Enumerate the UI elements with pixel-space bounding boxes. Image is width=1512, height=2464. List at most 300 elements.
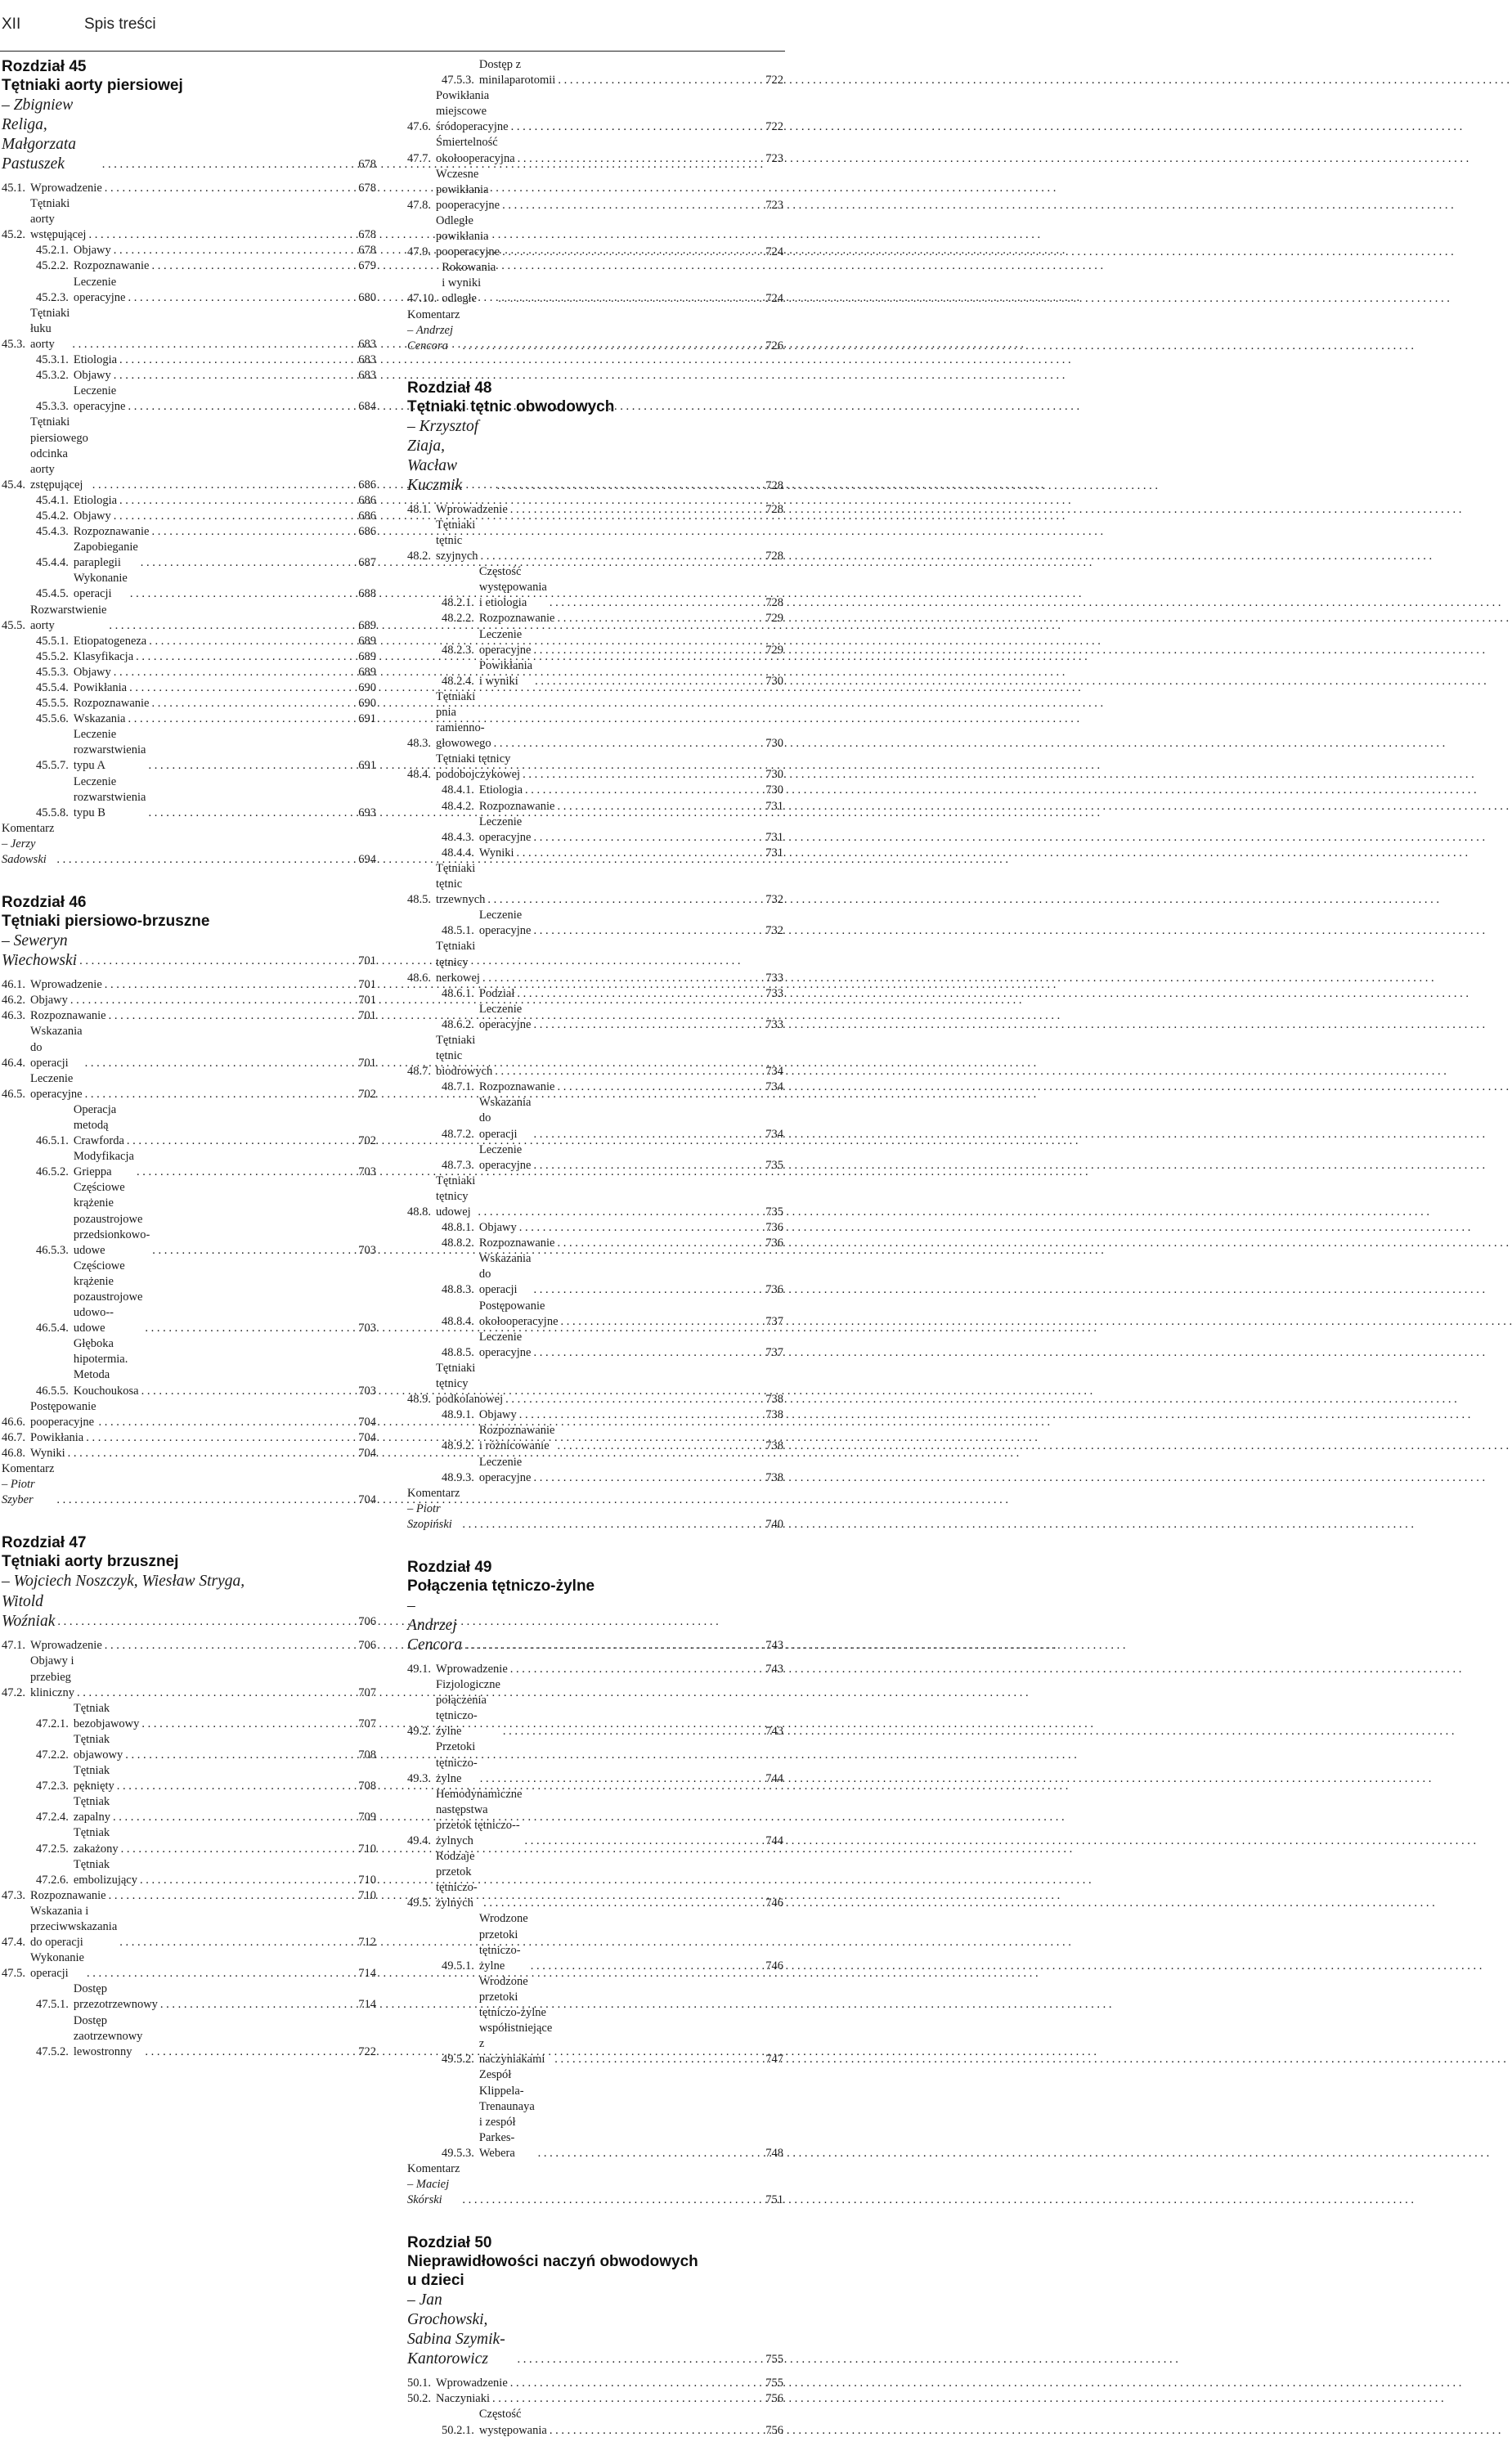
entry-number: 45.2.3.	[36, 290, 69, 304]
entry-body	[2, 821, 345, 868]
dot-leader	[119, 1935, 345, 1950]
dot-leader	[114, 665, 345, 680]
toc-entry	[407, 986, 783, 1002]
entry-title	[479, 1407, 517, 1423]
chapter-block	[2, 1533, 376, 2060]
entry-number: 48.7.2.	[442, 1127, 474, 1141]
toc-entry	[407, 1677, 783, 1739]
entry-text: Leczenie operacyjne	[478, 1002, 532, 1031]
entry-text: Tętniak objawowy	[73, 1732, 123, 1762]
entry-title	[74, 275, 126, 306]
entry-page: 684	[358, 400, 376, 414]
entry-page: 701	[358, 978, 376, 992]
entry-title	[436, 1849, 481, 1911]
entry-number: 46.1.	[2, 978, 25, 992]
entry-page: 686	[358, 478, 376, 491]
toc-entry	[407, 1251, 783, 1298]
dot-leader	[92, 478, 345, 493]
toc-entry	[2, 649, 376, 665]
entry-page: 737	[765, 1345, 783, 1359]
entry-page: 747	[765, 2053, 783, 2067]
entry-text: Etiologia	[478, 783, 523, 797]
entry-text: Tętniaki tętnicy podkolanowej	[436, 1361, 504, 1407]
toc-entry	[2, 1102, 376, 1149]
chapter-title-line: Rozdział 49	[407, 1558, 492, 1576]
entry-number: 45.5.6.	[36, 712, 69, 726]
entry-page: 751	[765, 2193, 783, 2207]
entry-page: 731	[765, 799, 783, 813]
entry-text: Wrodzone przetoki tętniczo-żylne	[478, 1912, 528, 1973]
entry-title	[479, 57, 555, 88]
entry-page: 683	[358, 337, 376, 351]
entry-title	[436, 135, 515, 166]
entry-title	[479, 1236, 555, 1251]
entry-page: 679	[358, 259, 376, 273]
entry-page: 733	[765, 971, 783, 985]
entry-number: 45.3.	[2, 337, 25, 351]
chapter-authors	[2, 1592, 376, 1631]
entry-text: Tętniaki piersiowego odcinka aorty zstępującej	[30, 415, 88, 491]
commentary-author: Piotr Szopiński	[407, 1501, 452, 1531]
entry-body	[442, 1974, 752, 2068]
dot-leader	[119, 493, 345, 509]
entry-body	[2, 1446, 345, 1461]
entry-body	[442, 1079, 752, 1095]
dot-leader	[531, 1959, 752, 1974]
entry-body	[2, 1430, 345, 1446]
entry-page: 701	[358, 1009, 376, 1023]
dot-leader	[462, 2192, 752, 2208]
dot-leader	[558, 73, 752, 88]
dot-leader	[128, 711, 345, 727]
entry-number: 47.7.	[407, 151, 431, 165]
entry-text: Wykonanie operacji	[30, 1951, 84, 1981]
entry-number: 49.4.	[407, 1834, 431, 1847]
entry-number: 45.4.	[2, 478, 25, 491]
entry-number: 48.8.1.	[442, 1221, 474, 1235]
entry-title	[74, 2013, 143, 2060]
entry-title	[74, 571, 128, 602]
entry-text: Tętniak bezobjawowy	[73, 1701, 140, 1730]
entry-body	[407, 88, 752, 135]
entry-body	[2, 1888, 345, 1904]
entry-number: 47.5.	[2, 1967, 25, 1981]
entry-page: 723	[765, 198, 783, 212]
entry-title	[479, 1455, 532, 1486]
dot-leader	[550, 2423, 752, 2439]
entry-body	[407, 167, 752, 213]
entry-title	[30, 993, 68, 1008]
entry-title	[479, 1423, 555, 1454]
dot-leader	[519, 1220, 752, 1236]
entry-number: 45.5.	[2, 618, 25, 632]
toc-entry	[407, 1911, 783, 1973]
entry-number: 45.4.5.	[36, 587, 69, 601]
entry-title	[74, 774, 146, 821]
entry-title	[436, 752, 520, 783]
entry-text: Komentarz –	[2, 821, 55, 851]
entry-body	[407, 135, 752, 166]
entry-number: 48.8.2.	[442, 1236, 474, 1250]
entry-page: 729	[765, 612, 783, 626]
entry-page: 690	[358, 697, 376, 711]
entry-number: 47.2.2.	[36, 1748, 69, 1762]
dot-leader	[533, 643, 752, 658]
dot-leader	[151, 258, 345, 274]
chapter-entries	[407, 502, 783, 1533]
toc-entry	[407, 1423, 783, 1454]
entry-page: 690	[358, 681, 376, 694]
entry-title	[74, 1763, 114, 1794]
dot-leader	[533, 1017, 752, 1033]
dot-leader	[503, 1724, 752, 1739]
toc-entry	[2, 493, 376, 509]
entry-text: Fizjologiczne połączenia tętniczo-żylne	[436, 1678, 500, 1739]
entry-body	[442, 1455, 752, 1486]
chapter-entries	[2, 181, 376, 868]
entry-page: 740	[765, 1517, 783, 1531]
toc-entry	[2, 1888, 376, 1904]
entry-text: Tętniak zapalny	[73, 1795, 110, 1824]
entry-title	[479, 1974, 552, 2068]
entry-text: Etiologia	[73, 493, 118, 507]
entry-title	[74, 634, 146, 649]
entry-page: 708	[358, 1780, 376, 1793]
entry-number: 49.3.	[407, 1771, 431, 1785]
entry-number: 45.3.1.	[36, 353, 69, 367]
entry-title	[74, 711, 126, 727]
dot-leader	[140, 1873, 345, 1888]
entry-text: Objawy	[73, 369, 111, 383]
entry-body	[36, 493, 345, 509]
dot-leader	[464, 1636, 752, 1655]
entry-page: 704	[358, 1493, 376, 1507]
toc-entry	[2, 603, 376, 634]
entry-page: 734	[765, 1080, 783, 1094]
entry-page: 731	[765, 846, 783, 859]
entry-number: 48.6.2.	[442, 1017, 474, 1031]
entry-title	[479, 564, 547, 611]
toc-entry	[407, 1220, 783, 1236]
toc-entry	[2, 368, 376, 384]
entry-page: 744	[765, 1834, 783, 1847]
entry-text: Wprowadzenie	[436, 502, 508, 516]
entry-title	[479, 815, 532, 846]
toc-entry	[2, 727, 376, 774]
entry-title	[30, 1446, 65, 1461]
entry-body	[407, 1849, 752, 1911]
chapter-title	[2, 57, 376, 95]
chapter-page: 743	[765, 1638, 783, 1652]
entry-text: Dostęp przezotrzewnowy	[73, 1982, 158, 2012]
entry-text: Rozpoznawanie	[73, 697, 150, 711]
toc-entry	[407, 658, 783, 689]
entry-number: 46.5.5.	[36, 1384, 69, 1398]
toc-entry	[2, 1950, 376, 1982]
entry-body	[36, 571, 345, 602]
dot-leader	[151, 524, 345, 540]
entry-body	[407, 1662, 752, 1677]
entry-body	[2, 1008, 345, 1024]
entry-page: 743	[765, 1662, 783, 1676]
dot-leader	[533, 1345, 752, 1361]
entry-title	[436, 502, 508, 518]
entry-page: 686	[358, 493, 376, 507]
toc-entry	[2, 540, 376, 571]
entry-number: 45.5.2.	[36, 649, 69, 663]
entry-body	[442, 799, 752, 815]
entry-body	[407, 861, 752, 908]
entry-title	[436, 518, 478, 564]
entry-text: Tętniaki tętnic biodrowych	[436, 1033, 493, 1079]
entry-page: 756	[765, 2423, 783, 2437]
dot-leader	[535, 674, 752, 689]
commentary-author: Jerzy Sadowski	[2, 837, 47, 867]
dot-leader	[533, 1282, 752, 1298]
entry-page: 706	[358, 1639, 376, 1653]
entry-number: 47.2.6.	[36, 1873, 69, 1887]
entry-page: 730	[765, 674, 783, 688]
entry-page: 714	[358, 1967, 376, 1981]
entry-page: 687	[358, 556, 376, 570]
chapter-entries	[2, 977, 376, 1508]
toc-entry	[2, 1732, 376, 1763]
toc-entry	[2, 665, 376, 680]
entry-page: 710	[358, 1888, 376, 1902]
entry-page: 704	[358, 1430, 376, 1444]
page-number: XII	[2, 16, 21, 33]
entry-title	[30, 603, 106, 634]
entry-title	[2, 1461, 54, 1508]
chapter-title-line: Połączenia tętniczo-żylne	[407, 1577, 595, 1595]
toc-entry	[407, 1330, 783, 1361]
commentary-entry	[407, 2161, 783, 2208]
dot-leader	[160, 1997, 345, 2013]
entry-text: Rokowania i wyniki odległe	[442, 261, 496, 306]
entry-number: 48.8.5.	[442, 1345, 474, 1359]
entry-title	[479, 846, 514, 861]
entry-text: Tętniaki tętnic szyjnych	[436, 518, 478, 563]
entry-text: Objawy	[73, 244, 111, 258]
entry-text: Tętniaki tętnic trzewnych	[436, 861, 486, 907]
entry-page: 724	[765, 292, 783, 306]
chapter-title-line: Rozdział 46	[2, 894, 87, 912]
dot-leader	[119, 352, 345, 368]
entry-page: 738	[765, 1470, 783, 1484]
entry-number: 45.5.5.	[36, 697, 69, 711]
entry-body	[407, 1486, 752, 1533]
entry-title	[74, 1794, 110, 1825]
chapter-page: 728	[765, 478, 783, 492]
dot-leader	[483, 1896, 752, 1911]
entry-page: 737	[765, 1314, 783, 1328]
entry-text: Objawy	[73, 665, 111, 679]
entry-title	[74, 727, 146, 774]
toc-entry	[407, 1095, 783, 1142]
dot-leader	[533, 1470, 752, 1486]
dot-leader	[525, 783, 752, 798]
entry-body	[442, 627, 752, 658]
entry-number: 47.1.	[2, 1639, 25, 1653]
entry-number: 45.2.	[2, 228, 25, 242]
toc-entry	[2, 1259, 376, 1336]
entry-page: 689	[358, 665, 376, 679]
entry-body	[36, 1336, 345, 1398]
entry-text: Rozpoznawanie	[478, 1080, 555, 1094]
page-header	[0, 0, 785, 52]
toc-entry	[407, 1079, 783, 1095]
entry-body	[2, 1024, 345, 1070]
entry-number: 48.8.4.	[442, 1314, 474, 1328]
entry-text: Rozpoznawanie	[73, 259, 150, 273]
chapter-title-line: Rozdział 45	[2, 58, 87, 75]
dot-leader	[121, 1842, 345, 1857]
entry-text: Wyniki	[478, 846, 514, 859]
entry-text: Rozpoznawanie	[478, 612, 555, 626]
toc-entry	[2, 1008, 376, 1024]
dot-leader	[550, 595, 752, 611]
toc-entry	[2, 275, 376, 306]
toc-entry	[2, 1024, 376, 1070]
entry-text: Klasyfikacja	[73, 649, 134, 663]
entry-page: 703	[358, 1243, 376, 1257]
entry-page: 731	[765, 830, 783, 844]
entry-title	[30, 306, 70, 352]
toc-entry	[407, 939, 783, 985]
entry-title	[74, 384, 126, 415]
entry-page: 678	[358, 182, 376, 195]
entry-number: 48.4.	[407, 768, 431, 782]
dot-leader	[502, 198, 752, 213]
entry-body	[36, 1763, 345, 1794]
entry-title	[74, 1336, 139, 1398]
dot-leader	[519, 1407, 752, 1423]
entry-body	[407, 689, 752, 752]
chapter-page: 755	[765, 2353, 783, 2367]
dot-leader	[554, 2052, 752, 2067]
entry-title	[436, 1361, 503, 1407]
dot-leader	[85, 1087, 345, 1102]
entry-page: 688	[358, 587, 376, 601]
dot-leader	[109, 618, 345, 634]
entry-text: Wczesne powikłania pooperacyjne	[436, 167, 500, 212]
commentary-entry	[2, 1461, 376, 1508]
entry-text: Tętniaki tętnicy podobojczykowej	[436, 752, 521, 782]
entry-title	[74, 1102, 124, 1149]
entry-number: 48.2.4.	[442, 674, 474, 688]
entry-number: 49.5.1.	[442, 1959, 474, 1973]
toc-entry	[2, 1763, 376, 1794]
entry-body	[2, 1399, 345, 1430]
toc-entry	[2, 1857, 376, 1888]
entry-number: 48.5.	[407, 893, 431, 907]
dot-leader	[494, 736, 752, 752]
chapter-title-line: Nieprawidłowości naczyń obwodowych	[407, 2253, 698, 2271]
commentary-author: Piotr Szyber	[2, 1478, 35, 1507]
entry-text: Rozpoznawanie i różnicowanie	[478, 1424, 555, 1453]
entry-text: Leczenie operacyjne	[478, 627, 532, 657]
entry-number: 49.5.2.	[442, 2053, 474, 2067]
chapter-author-line: – Zbigniew Religa, Małgorzata Pastuszek	[2, 96, 77, 173]
entry-text: Objawy	[73, 509, 111, 523]
entry-page: 707	[358, 1717, 376, 1730]
entry-body	[36, 1794, 345, 1825]
entry-number: 47.8.	[407, 198, 431, 212]
entry-text: Naczyniaki	[436, 2392, 491, 2406]
entry-text: Rozpoznawanie	[478, 799, 555, 813]
entry-page: 728	[765, 596, 783, 610]
dot-leader	[533, 1127, 752, 1142]
entry-body	[2, 1071, 345, 1102]
entry-page: 722	[765, 74, 783, 88]
entry-title	[74, 696, 150, 711]
entry-body	[36, 275, 345, 306]
toc-entry	[2, 352, 376, 368]
entry-title	[30, 1950, 84, 1982]
dot-leader	[85, 1056, 345, 1071]
chapter-authors	[2, 96, 376, 174]
entry-number: 48.9.1.	[442, 1408, 474, 1422]
entry-page: 756	[765, 2392, 783, 2406]
entry-title	[479, 1142, 532, 1174]
entry-number: 45.4.2.	[36, 509, 69, 523]
toc-entry	[2, 196, 376, 243]
dot-leader	[533, 923, 752, 939]
entry-number: 45.2.1.	[36, 244, 69, 258]
toc-entry	[2, 1180, 376, 1258]
dot-leader	[487, 892, 752, 908]
toc-entry	[2, 1399, 376, 1430]
dot-leader	[105, 977, 345, 993]
entry-title	[74, 243, 111, 258]
dot-leader	[510, 1662, 752, 1677]
entry-page: 702	[358, 1087, 376, 1101]
entry-body	[2, 1638, 345, 1654]
entry-body	[442, 1142, 752, 1174]
commentary-entry	[407, 307, 783, 354]
entry-number: 46.6.	[2, 1415, 25, 1429]
dot-leader	[518, 151, 752, 167]
entry-page: 704	[358, 1446, 376, 1460]
dot-leader	[128, 399, 345, 415]
entry-text: Wrodzone przetoki tętniczo-żylne współistniejące z naczyniakami	[478, 1974, 553, 2067]
entry-title	[74, 1149, 134, 1180]
entry-body	[36, 509, 345, 524]
dot-leader	[72, 337, 345, 352]
dot-leader	[480, 1771, 752, 1787]
entry-text: Częstość występowania i etiologia	[478, 565, 547, 610]
entry-text: Objawy	[478, 1221, 517, 1235]
entry-number: 48.3.	[407, 737, 431, 751]
entry-body	[442, 815, 752, 846]
toc-entry	[2, 1071, 376, 1102]
entry-page: 693	[358, 806, 376, 819]
entry-text: Tętniak pęknięty	[73, 1764, 114, 1793]
entry-page: 744	[765, 1771, 783, 1785]
entry-body	[407, 1677, 752, 1739]
entry-title	[74, 1982, 158, 2013]
entry-body	[36, 1982, 345, 2013]
entry-number: 45.5.8.	[36, 806, 69, 819]
entry-title	[436, 213, 500, 260]
entry-page: 689	[358, 649, 376, 663]
entry-number: 46.4.	[2, 1056, 25, 1070]
entry-page: 734	[765, 1065, 783, 1079]
entry-text: Częściowe krążenie pozaustrojowe udowo--udowe	[73, 1259, 143, 1335]
entry-text: Dostęp zaotrzewnowy lewostronny	[73, 2013, 143, 2058]
entry-page: 710	[358, 1842, 376, 1856]
entry-title	[479, 986, 515, 1002]
